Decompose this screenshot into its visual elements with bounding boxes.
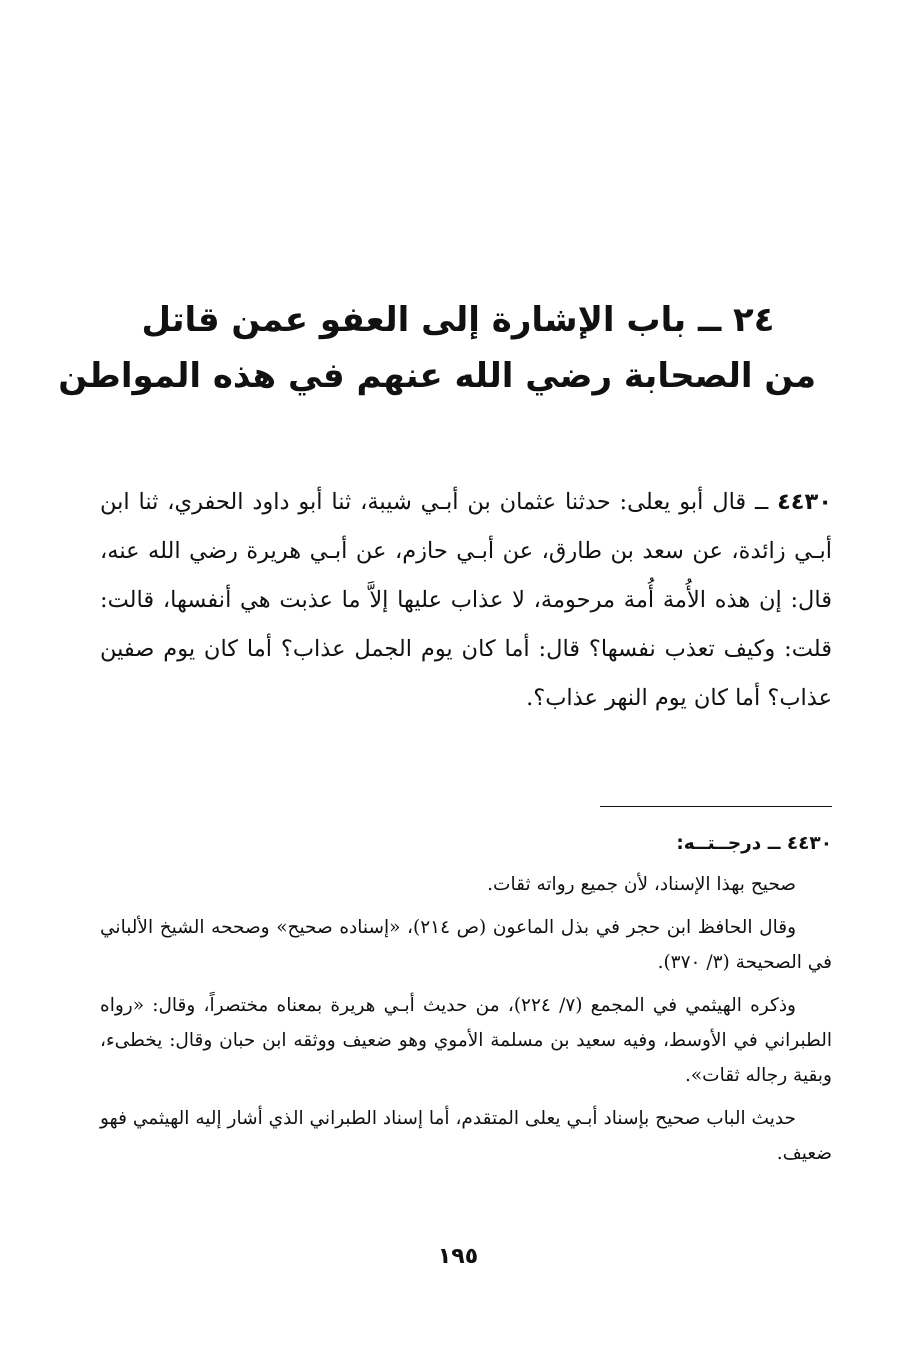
hadith-body: ــ قال أبو يعلى: حدثنا عثمان بن أبـي شيبة، ثنا أبو داود الحفري، ثنا ابن أبـي زائدة، عن سعد بن طارق، عن أبـي حازم، عن أبـي هريرة رضي الله عنه، قال: إن هذه الأُمة أُمة مرحومة، لا عذاب عليها إلاَّ ما عذبت هي أنفسها، قالت: قلت: وكيف تعذب نفسها؟ قال: أما كان يوم الجمل عذاب؟ أما كان يوم صفين عذاب؟ أما كان يوم النهر عذاب؟.	[100, 489, 832, 711]
footnote-paragraph: وذكره الهيثمي في المجمع (٧/ ٢٢٤)، من حديث أبـي هريرة بمعناه مختصراً، وقال: «رواه الطبراني في الأوسط، وفيه سعيد بن مسلمة الأموي وهو ضعيف ووثقه ابن حبان وقال: يخطىء، وبقية رجاله ثقات».	[100, 995, 832, 1086]
chapter-title-line-1: ٢٤ ــ باب الإشارة إلى العفو عمن قاتل	[141, 300, 775, 340]
footnote-paragraph: وقال الحافظ ابن حجر في بذل الماعون (ص ٢١٤)، «إسناده صحيح» وصححه الشيخ الألباني في الصحيحة (٣/ ٣٧٠).	[100, 917, 832, 973]
footnote-paragraph: صحيح بهذا الإسناد، لأن جميع رواته ثقات.	[487, 874, 796, 895]
page-number: ١٩٥	[437, 1244, 479, 1269]
footnote-divider	[600, 806, 832, 807]
hadith-text	[100, 478, 832, 723]
footnote-heading: ٤٤٣٠ ــ درجــتــه:	[676, 833, 832, 854]
footnotes	[100, 826, 832, 1179]
hadith-number: ٤٤٣٠	[777, 489, 832, 515]
chapter-title	[58, 292, 816, 404]
chapter-title-line-2: من الصحابة رضي الله عنهم في هذه المواطن	[58, 356, 816, 396]
footnote-paragraph: حديث الباب صحيح بإسناد أبـي يعلى المتقدم، أما إسناد الطبراني الذي أشار إليه الهيثمي فهو ضعيف.	[100, 1108, 832, 1164]
